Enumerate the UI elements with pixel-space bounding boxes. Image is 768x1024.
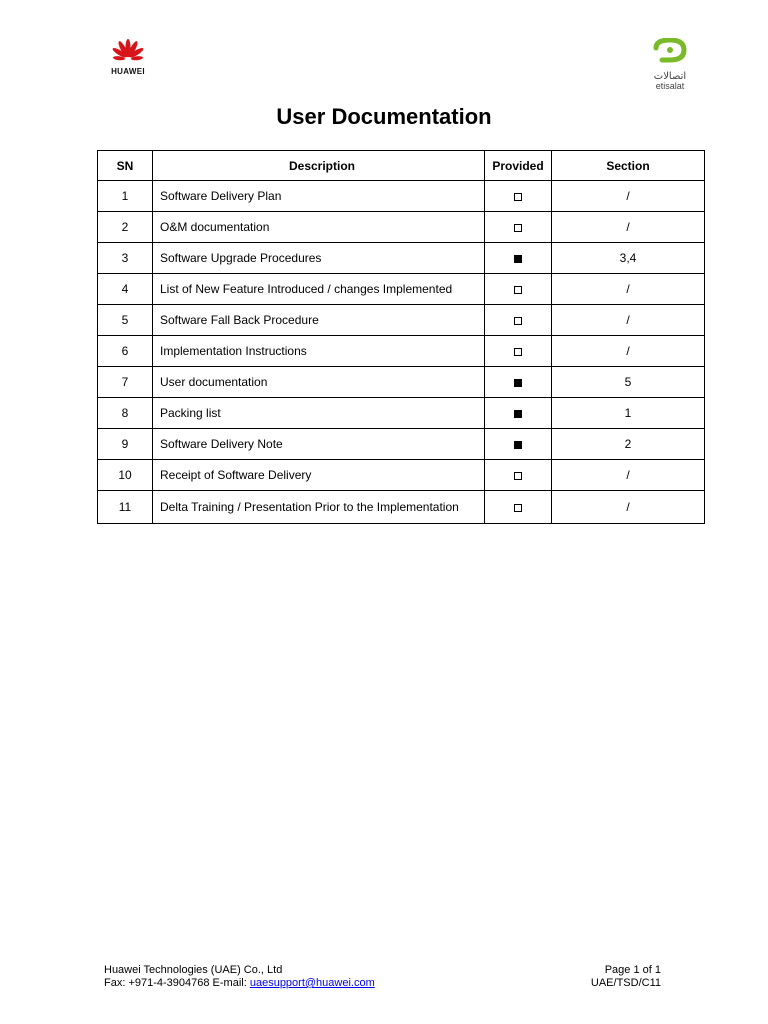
cell-section: / <box>552 274 705 305</box>
etisalat-logo <box>642 38 698 90</box>
cell-sn: 9 <box>98 429 153 460</box>
table-row <box>98 336 705 367</box>
cell-section: 3,4 <box>552 243 705 274</box>
cell-sn: 8 <box>98 398 153 429</box>
cell-sn: 4 <box>98 274 153 305</box>
cell-description: User documentation <box>153 367 485 398</box>
footer-company: Huawei Technologies (UAE) Co., Ltd <box>104 964 283 976</box>
etisalat-symbol-icon <box>652 38 688 66</box>
cell-provided <box>485 212 552 243</box>
cell-sn: 1 <box>98 181 153 212</box>
page-number: Page 1 of 1 <box>604 964 661 976</box>
cell-provided <box>485 243 552 274</box>
cell-provided <box>485 460 552 491</box>
page-title: User Documentation <box>276 104 492 129</box>
cell-description: O&M documentation <box>153 212 485 243</box>
huawei-logo <box>104 38 152 86</box>
table-row <box>98 460 705 491</box>
cell-description: Implementation Instructions <box>153 336 485 367</box>
column-header-description: Description <box>153 151 485 181</box>
table-row <box>98 212 705 243</box>
cell-provided <box>485 367 552 398</box>
cell-provided <box>485 491 552 524</box>
cell-provided <box>485 398 552 429</box>
table-row <box>98 243 705 274</box>
footer-contact-line <box>104 977 375 990</box>
unchecked-box-icon <box>514 193 522 201</box>
cell-sn: 5 <box>98 305 153 336</box>
cell-section: 2 <box>552 429 705 460</box>
column-header-sn: SN <box>98 151 153 181</box>
footer-contact <box>104 964 375 990</box>
documentation-table <box>97 150 705 524</box>
cell-section: / <box>552 460 705 491</box>
cell-description: Software Delivery Plan <box>153 181 485 212</box>
cell-description: List of New Feature Introduced / changes Implemented <box>153 274 485 305</box>
unchecked-box-icon <box>514 317 522 325</box>
checked-box-icon <box>514 441 522 449</box>
unchecked-box-icon <box>514 348 522 356</box>
cell-provided <box>485 305 552 336</box>
footer-page-info <box>591 964 661 990</box>
footer-fax: Fax: +971-4-3904768 E-mail: <box>104 977 250 989</box>
cell-sn: 3 <box>98 243 153 274</box>
cell-sn: 11 <box>98 491 153 524</box>
cell-sn: 6 <box>98 336 153 367</box>
table-row <box>98 398 705 429</box>
cell-section: 1 <box>552 398 705 429</box>
cell-section: 5 <box>552 367 705 398</box>
cell-description: Software Upgrade Procedures <box>153 243 485 274</box>
table-row <box>98 181 705 212</box>
column-header-section: Section <box>552 151 705 181</box>
table-row <box>98 305 705 336</box>
cell-section: / <box>552 491 705 524</box>
unchecked-box-icon <box>514 286 522 294</box>
cell-provided <box>485 429 552 460</box>
support-email-link[interactable]: uaesupport@huawei.com <box>249 977 375 989</box>
column-header-provided: Provided <box>485 151 552 181</box>
cell-sn: 2 <box>98 212 153 243</box>
cell-description: Receipt of Software Delivery <box>153 460 485 491</box>
cell-section: / <box>552 212 705 243</box>
cell-section: / <box>552 305 705 336</box>
unchecked-box-icon <box>514 504 522 512</box>
cell-provided <box>485 181 552 212</box>
doc-code: UAE/TSD/C11 <box>590 977 661 989</box>
cell-description: Software Delivery Note <box>153 429 485 460</box>
huawei-petals-icon <box>110 38 146 66</box>
table-row <box>98 491 705 524</box>
table-row <box>98 429 705 460</box>
table-row <box>98 367 705 398</box>
cell-provided <box>485 336 552 367</box>
table-row <box>98 274 705 305</box>
table-header-row <box>98 151 705 181</box>
unchecked-box-icon <box>514 224 522 232</box>
etisalat-latin-wordmark: etisalat <box>655 81 685 91</box>
unchecked-box-icon <box>514 472 522 480</box>
cell-sn: 7 <box>98 367 153 398</box>
cell-sn: 10 <box>98 460 153 491</box>
checked-box-icon <box>514 410 522 418</box>
checked-box-icon <box>514 379 522 387</box>
checked-box-icon <box>514 255 522 263</box>
cell-description: Packing list <box>153 398 485 429</box>
huawei-wordmark: HUAWEI <box>111 67 145 76</box>
cell-description: Software Fall Back Procedure <box>153 305 485 336</box>
cell-section: / <box>552 336 705 367</box>
cell-provided <box>485 274 552 305</box>
etisalat-arabic-wordmark: اتصالات <box>653 71 687 82</box>
cell-section: / <box>552 181 705 212</box>
cell-description: Delta Training / Presentation Prior to the Implementation <box>153 491 485 524</box>
